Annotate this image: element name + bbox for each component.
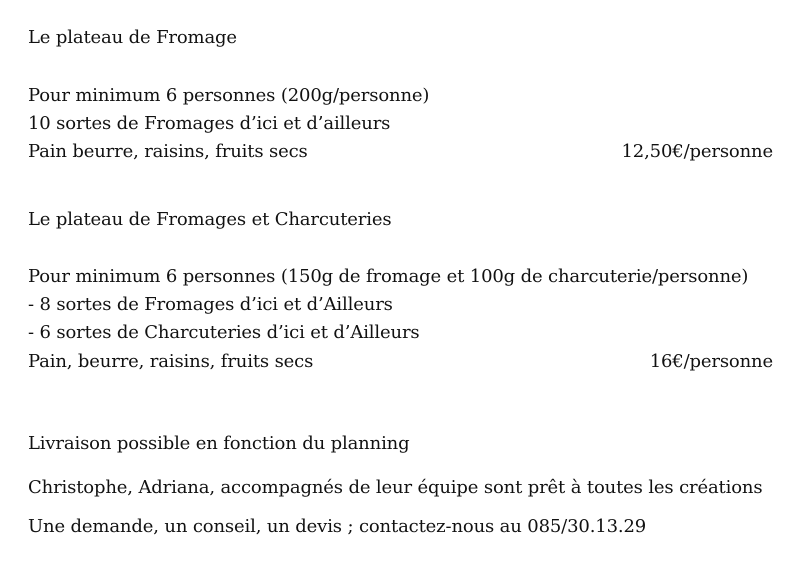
- section1-cheese-sorts: 10 sortes de Fromages d’ici et d’ailleurs: [28, 113, 391, 134]
- section2-min-persons: Pour minimum 6 personnes (150g de fromage et 100g de charcuterie/personne): [28, 266, 749, 287]
- section2-cheese-sorts: - 8 sortes de Fromages d’ici et d’Ailleurs: [28, 294, 393, 315]
- team-note: Christophe, Adriana, accompagnés de leur équipe sont prêt à toutes les créations: [28, 477, 763, 498]
- section2-price: 16€/personne: [649, 351, 773, 372]
- section1-min-persons: Pour minimum 6 personnes (200g/personne): [28, 85, 430, 106]
- section2-charcuterie-sorts: - 6 sortes de Charcuteries d’ici et d’Ailleurs: [28, 322, 420, 343]
- section1-price: 12,50€/personne: [621, 141, 773, 162]
- section2-title: Le plateau de Fromages et Charcuteries: [28, 209, 392, 230]
- section2-accompaniments: Pain, beurre, raisins, fruits secs: [28, 351, 314, 372]
- contact-note: Une demande, un conseil, un devis ; contactez-nous au 085/30.13.29: [28, 516, 647, 537]
- section1-title: Le plateau de Fromage: [28, 27, 237, 48]
- delivery-note: Livraison possible en fonction du planning: [28, 433, 410, 454]
- section1-accompaniments: Pain beurre, raisins, fruits secs: [28, 141, 308, 162]
